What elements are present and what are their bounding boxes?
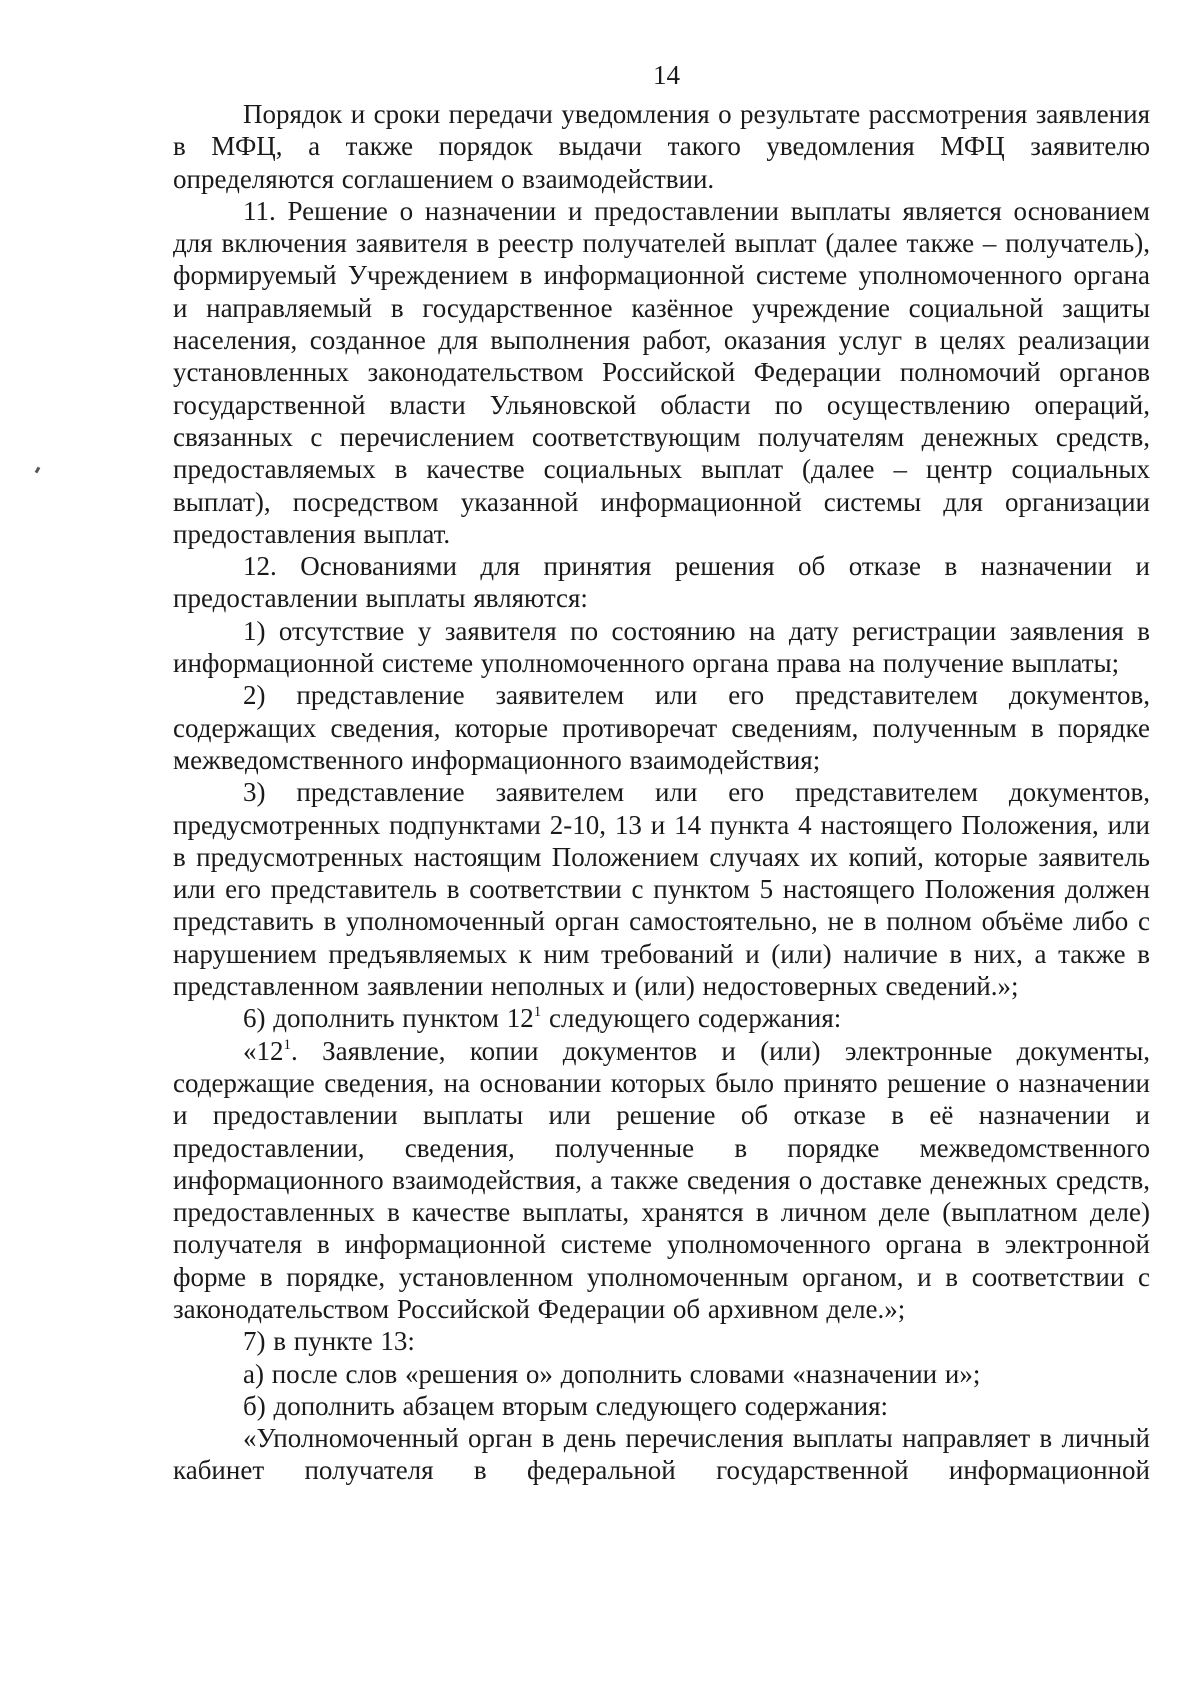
paragraph-item-6 — [173, 1002, 1150, 1034]
item-6-text-after: следующего содержания: — [541, 1003, 842, 1034]
page-number: 14 — [653, 60, 680, 90]
paragraph-item-7: 7) в пункте 13: — [243, 1326, 415, 1357]
scan-mark — [35, 467, 41, 474]
document-page — [173, 58, 1150, 1487]
quote-12-1-text-before: «12 — [243, 1035, 284, 1066]
paragraph-12: 12. Основаниями для принятия решения об отказе в назначении и предоставлении выплаты являются: — [173, 551, 1150, 614]
paragraph-12-item-1: 1) отсутствие у заявителя по состоянию на дату регистрации заявления в информационной системе уполномоченного органа права на получение выплаты; — [173, 615, 1150, 679]
paragraph-11: 11. Решение о назначении и предоставлении выплаты является основанием для включения заявителя в реестр получателей выплат (далее также – получатель), формируемый Учреждением в информационной системе уполномоченного органа и направляемый в государственное казённое учреждение социальной защиты населения, созданное для выполнения работ, оказания услуг в целях реализации установленных законодательством Российской Федерации полномочий органов государственной власти Ульяновской области по осуществлению операций, связанных с перечислением соответствующим получателям денежных средств, предоставляемых в качестве социальных выплат (далее – центр социальных выплат), посредством указанной информационной системы для организации предоставления выплат. — [173, 195, 1150, 549]
paragraph-notification-order: Порядок и сроки передачи уведомления о результате рассмотрения заявления в МФЦ, а также порядок выдачи такого уведомления МФЦ заявителю определяются соглашением о взаимодействии. — [173, 99, 1150, 194]
quote-12-1-superscript: 1 — [283, 1036, 291, 1053]
paragraph-12-item-3: 3) представление заявителем или его представителем документов, предусмотренных подпунктами 2-10, 13 и 14 пункта 4 настоящего Положения, или в предусмотренных настоящим Положением случаях их копий, которые заявитель или его представитель в соответствии с пунктом 5 настоящего Положения должен представить в уполномоченный орган самостоятельно, не в полном объёме либо с нарушением предъявляемых к ним требований и (или) наличие в них, а также в представленном заявлении неполных и (или) недостоверных сведений.»; — [173, 777, 1150, 1002]
paragraph-12-item-2: 2) представление заявителем или его представителем документов, содержащих сведения, которые противоречат сведениям, полученным в порядке межведомственного информационного взаимодействия; — [173, 680, 1150, 775]
item-6-text-before: 6) дополнить пунктом 12 — [243, 1003, 534, 1034]
quote-12-1-text-after: . Заявление, копии документов и (или) электронные документы, содержащие сведения, на основании которых было принято решение о назначении и предоставлении выплаты или решение об отказе в её назначении и предоставлении, сведения, полученные в порядке межведомственного информационного взаимодействия, а также сведения о доставке денежных средств, предоставленных в качестве выплаты, хранятся в личном деле (выплатном деле) получателя в информационной системе уполномоченного органа в электронной форме в порядке, установленном уполномоченным органом, и в соответствии с законодательством Российской Федерации об архивном деле.»; — [173, 1035, 1150, 1324]
paragraph-quote-authorized-body: «Уполномоченный орган в день перечисления выплаты направляет в личный кабинет получателя в федеральной государственной информационной — [173, 1423, 1150, 1486]
paragraph-quote-12-1 — [173, 1035, 1150, 1326]
paragraph-item-7a: а) после слов «решения о» дополнить словами «назначении и»; — [243, 1358, 981, 1389]
paragraph-item-7b: б) дополнить абзацем вторым следующего содержания: — [243, 1390, 888, 1421]
item-6-superscript: 1 — [533, 1004, 542, 1021]
